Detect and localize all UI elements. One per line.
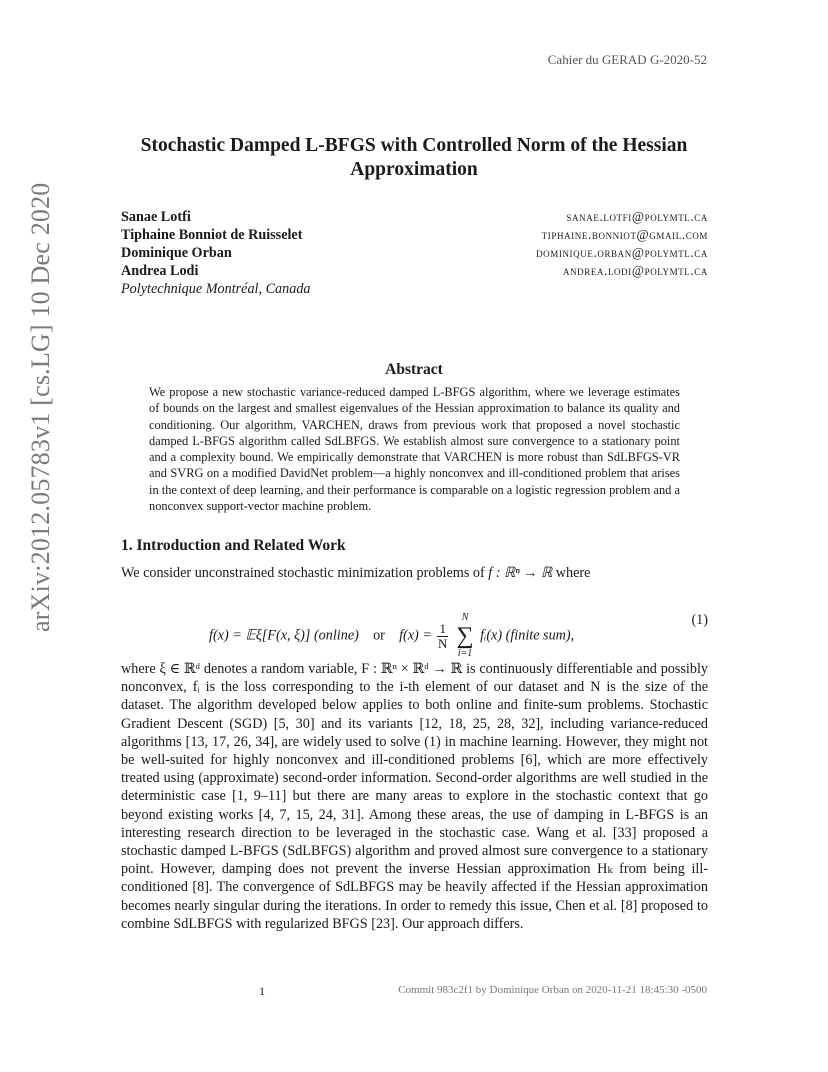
intro-lead [121,565,708,582]
intro-lead-text: We consider unconstrained stochastic minimization problems of [121,565,485,581]
summation [456,612,473,660]
equation-body [209,612,574,660]
fraction-numerator: 1 [439,620,446,636]
intro-body [121,660,708,933]
sum-lower: i=1 [457,648,473,659]
sigma-icon: ∑ [456,623,474,649]
author-email[interactable]: andrea.lodi@polymtl.ca [562,263,708,278]
equation-1 [121,598,708,659]
author-row [121,226,708,244]
affiliation: Polytechnique Montréal, Canada [121,281,311,297]
author-email[interactable]: sanae.lotfi@polymtl.ca [566,209,708,224]
intro-lead-end: where [555,565,591,581]
arxiv-identifier: arXiv:2012.05783v1 [cs.LG] 10 Dec 2020 [26,182,55,632]
section-heading: 1. Introduction and Related Work [121,537,346,554]
equation-or: or [373,627,385,644]
equation-summand: fᵢ(x) (finite sum), [480,627,575,644]
author-email[interactable]: tiphaine.bonniot@gmail.com [541,227,708,242]
page-number: 1 [259,984,265,998]
body-paragraph: where ξ ∈ ℝᵈ denotes a random variable, F : ℝⁿ × ℝᵈ → ℝ is continuously differentiable and possibly nonconvex, fᵢ is the loss corresponding to the i-th element of our dataset and N is the size of the dataset. The algorithm developed below applies to both online and finite-sum problems. Stochastic Gradient Descent (SGD) [5, 30] and its variants [12, 18, 25, 28, 32], including variance-reduced algorithms [13, 17, 26, 34], are widely used to solve (1) in machine learning. However, they might not be well-suited for highly nonconvex and ill-conditioned problems [6], which are more effectively treated using (approximate) second-order information. Second-order algorithms are well studied in the deterministic case [1, 9–11] but there are many areas to explore in the stochastic context that go beyond existing works [4, 7, 15, 24, 31]. Among these areas, the use of damping in L-BFGS is an interesting research direction to be leveraged in the stochastic case. Wang et al. [33] proposed a stochastic damped L-BFGS (SdLBFGS) algorithm and proved almost sure convergence to a stationary point. However, damping does not prevent the inverse Hessian approximation Hₖ from being ill-conditioned [8]. The convergence of SdLBFGS may be heavily affected if the Hessian approximation becomes nearly singular during the iterations. In order to remedy this issue, Chen et al. [8] proposed to combine SdLBFGS with regularized BFGS [23]. Our approach differs. [121,661,708,932]
author-row [121,208,708,226]
header-note: Cahier du GERAD G-2020-52 [547,52,707,67]
equation-online: f(x) = 𝔼ξ[F(x, ξ)] (online) [209,627,359,644]
author-name: Sanae Lotfi [121,209,191,225]
sum-upper: N [461,612,469,623]
fraction-denominator: N [437,635,448,651]
author-email[interactable]: dominique.orban@polymtl.ca [536,245,708,260]
author-block [121,208,708,298]
author-name: Dominique Orban [121,245,232,261]
abstract-heading: Abstract [385,361,443,378]
intro-lead-math: f : ℝⁿ → ℝ [488,565,553,581]
author-name: Tiphaine Bonniot de Ruisselet [121,227,303,243]
author-row [121,262,708,280]
author-row [121,244,708,262]
author-name: Andrea Lodi [121,263,199,279]
equation-number: (1) [691,612,708,628]
equation-fraction [437,622,448,651]
equation-lhs: f(x) = [399,627,432,644]
paper-title: Stochastic Damped L-BFGS with Controlled Norm of the Hessian Approximation [140,135,688,180]
abstract-text: We propose a new stochastic variance-reduced damped L-BFGS algorithm, where we leverage estimates of bounds on the largest and smallest eigenvalues of the Hessian approximation to balance its quality and conditioning. Our algorithm, VARCHEN, draws from previous work that proposed a novel stochastic damped L-BFGS algorithm called SdLBFGS. We establish almost sure convergence to a stationary point and a complexity bound. We empirically demonstrate that VARCHEN is more robust than SdLBFGS-VR and SVRG on a modified DavidNet problem—a highly nonconvex and ill-conditioned problem that arises in the context of deep learning, and their performance is comparable on a logistic regression problem and a nonconvex support-vector machine problem. [149,385,680,514]
commit-note: Commit 983c2f1 by Dominique Orban on 2020-11-21 18:45:30 -0500 [398,984,707,996]
